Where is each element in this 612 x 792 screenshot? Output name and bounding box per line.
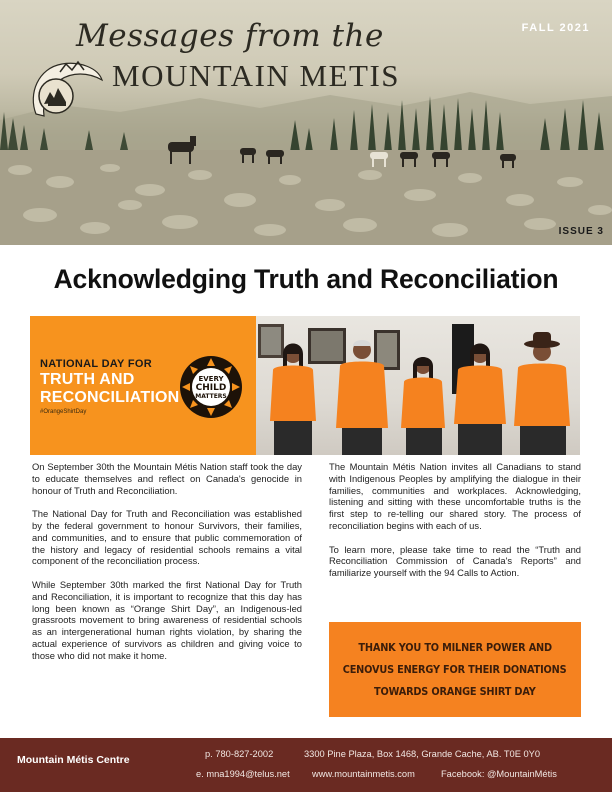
masthead-script-title: Messages from the (76, 18, 384, 54)
footer-facebook: Facebook: @MountainMétis (441, 769, 557, 779)
graphic-line-reconciliation: RECONCILIATION (40, 389, 180, 406)
thanks-line-2: CENOVUS ENERGY FOR THEIR DONATIONS (343, 663, 567, 676)
graphic-line-national-day: NATIONAL DAY FOR (40, 358, 152, 370)
header-banner (0, 0, 612, 245)
footer-org-name: Mountain Métis Centre (17, 754, 130, 766)
contact-footer (0, 738, 612, 792)
article-left-column (32, 461, 302, 673)
paragraph-staff-reflection: On September 30th the Mountain Métis Nation staff took the day to educate themselves and reflect on Canada's genocide in honour of Truth and Reconciliation. (32, 461, 302, 496)
staff-group-photo (256, 316, 580, 455)
mountain-metis-logo (28, 58, 104, 124)
badge-text-every: EVERY (198, 375, 224, 383)
sponsor-thanks-box (329, 622, 581, 717)
graphic-line-truth: TRUTH AND (40, 371, 135, 388)
footer-website: www.mountainmetis.com (312, 769, 415, 779)
issue-label: ISSUE 3 (558, 226, 604, 237)
badge-text-child: CHILD (195, 383, 227, 393)
masthead-title: MOUNTAIN METIS (112, 58, 401, 93)
season-label: FALL 2021 (521, 22, 590, 34)
thanks-line-1: THANK YOU TO MILNER POWER AND (358, 641, 552, 654)
article-right-column (329, 461, 581, 591)
article-headline: Acknowledging Truth and Reconciliation (53, 264, 559, 294)
graphic-hashtag: #OrangeShirtDay (40, 409, 87, 415)
every-child-matters-badge (178, 354, 244, 420)
footer-address: 3300 Pine Plaza, Box 1468, Grande Cache, AB. T0E 0Y0 (304, 749, 541, 759)
paragraph-orange-shirt-day: While September 30th marked the first National Day for Truth and Reconciliation, it is important to recognize that this day has long been known as “Orange Shirt Day”, an Indigenous-led grassroots movement to bring awareness of residential schools as an intergenerational human rights violation, by sharing the actual experience of survivors as children and giving voice to those who did not make it home. (32, 578, 302, 661)
footer-phone: p. 780-827-2002 (205, 749, 274, 759)
paragraph-national-day: The National Day for Truth and Reconciliation was established by the federal government to honour Survivors, their families, and communities, and to ensure that public commemoration of the history and legacy of residential schools remains a vital component of the reconciliation process. (32, 508, 302, 567)
paragraph-invitation: The Mountain Métis Nation invites all Canadians to stand with Indigenous Peoples by amplifying the dialogue in their families, communities and workplaces. Acknowledging, listening and sitting with these uncomfortable truths is the first step to re-telling our shared story. The process of reconciliation begins with each of us. (329, 461, 581, 531)
badge-text-matters: MATTERS (195, 393, 227, 400)
truth-reconciliation-graphic (30, 316, 256, 455)
footer-email: e. mna1994@telus.net (196, 769, 290, 779)
paragraph-learn-more: To learn more, please take time to read the “Truth and Reconciliation Commission of Canada's Reports” and familiarize yourself with the 94 Calls to Action. (329, 543, 581, 579)
thanks-line-3: TOWARDS ORANGE SHIRT DAY (374, 685, 536, 698)
